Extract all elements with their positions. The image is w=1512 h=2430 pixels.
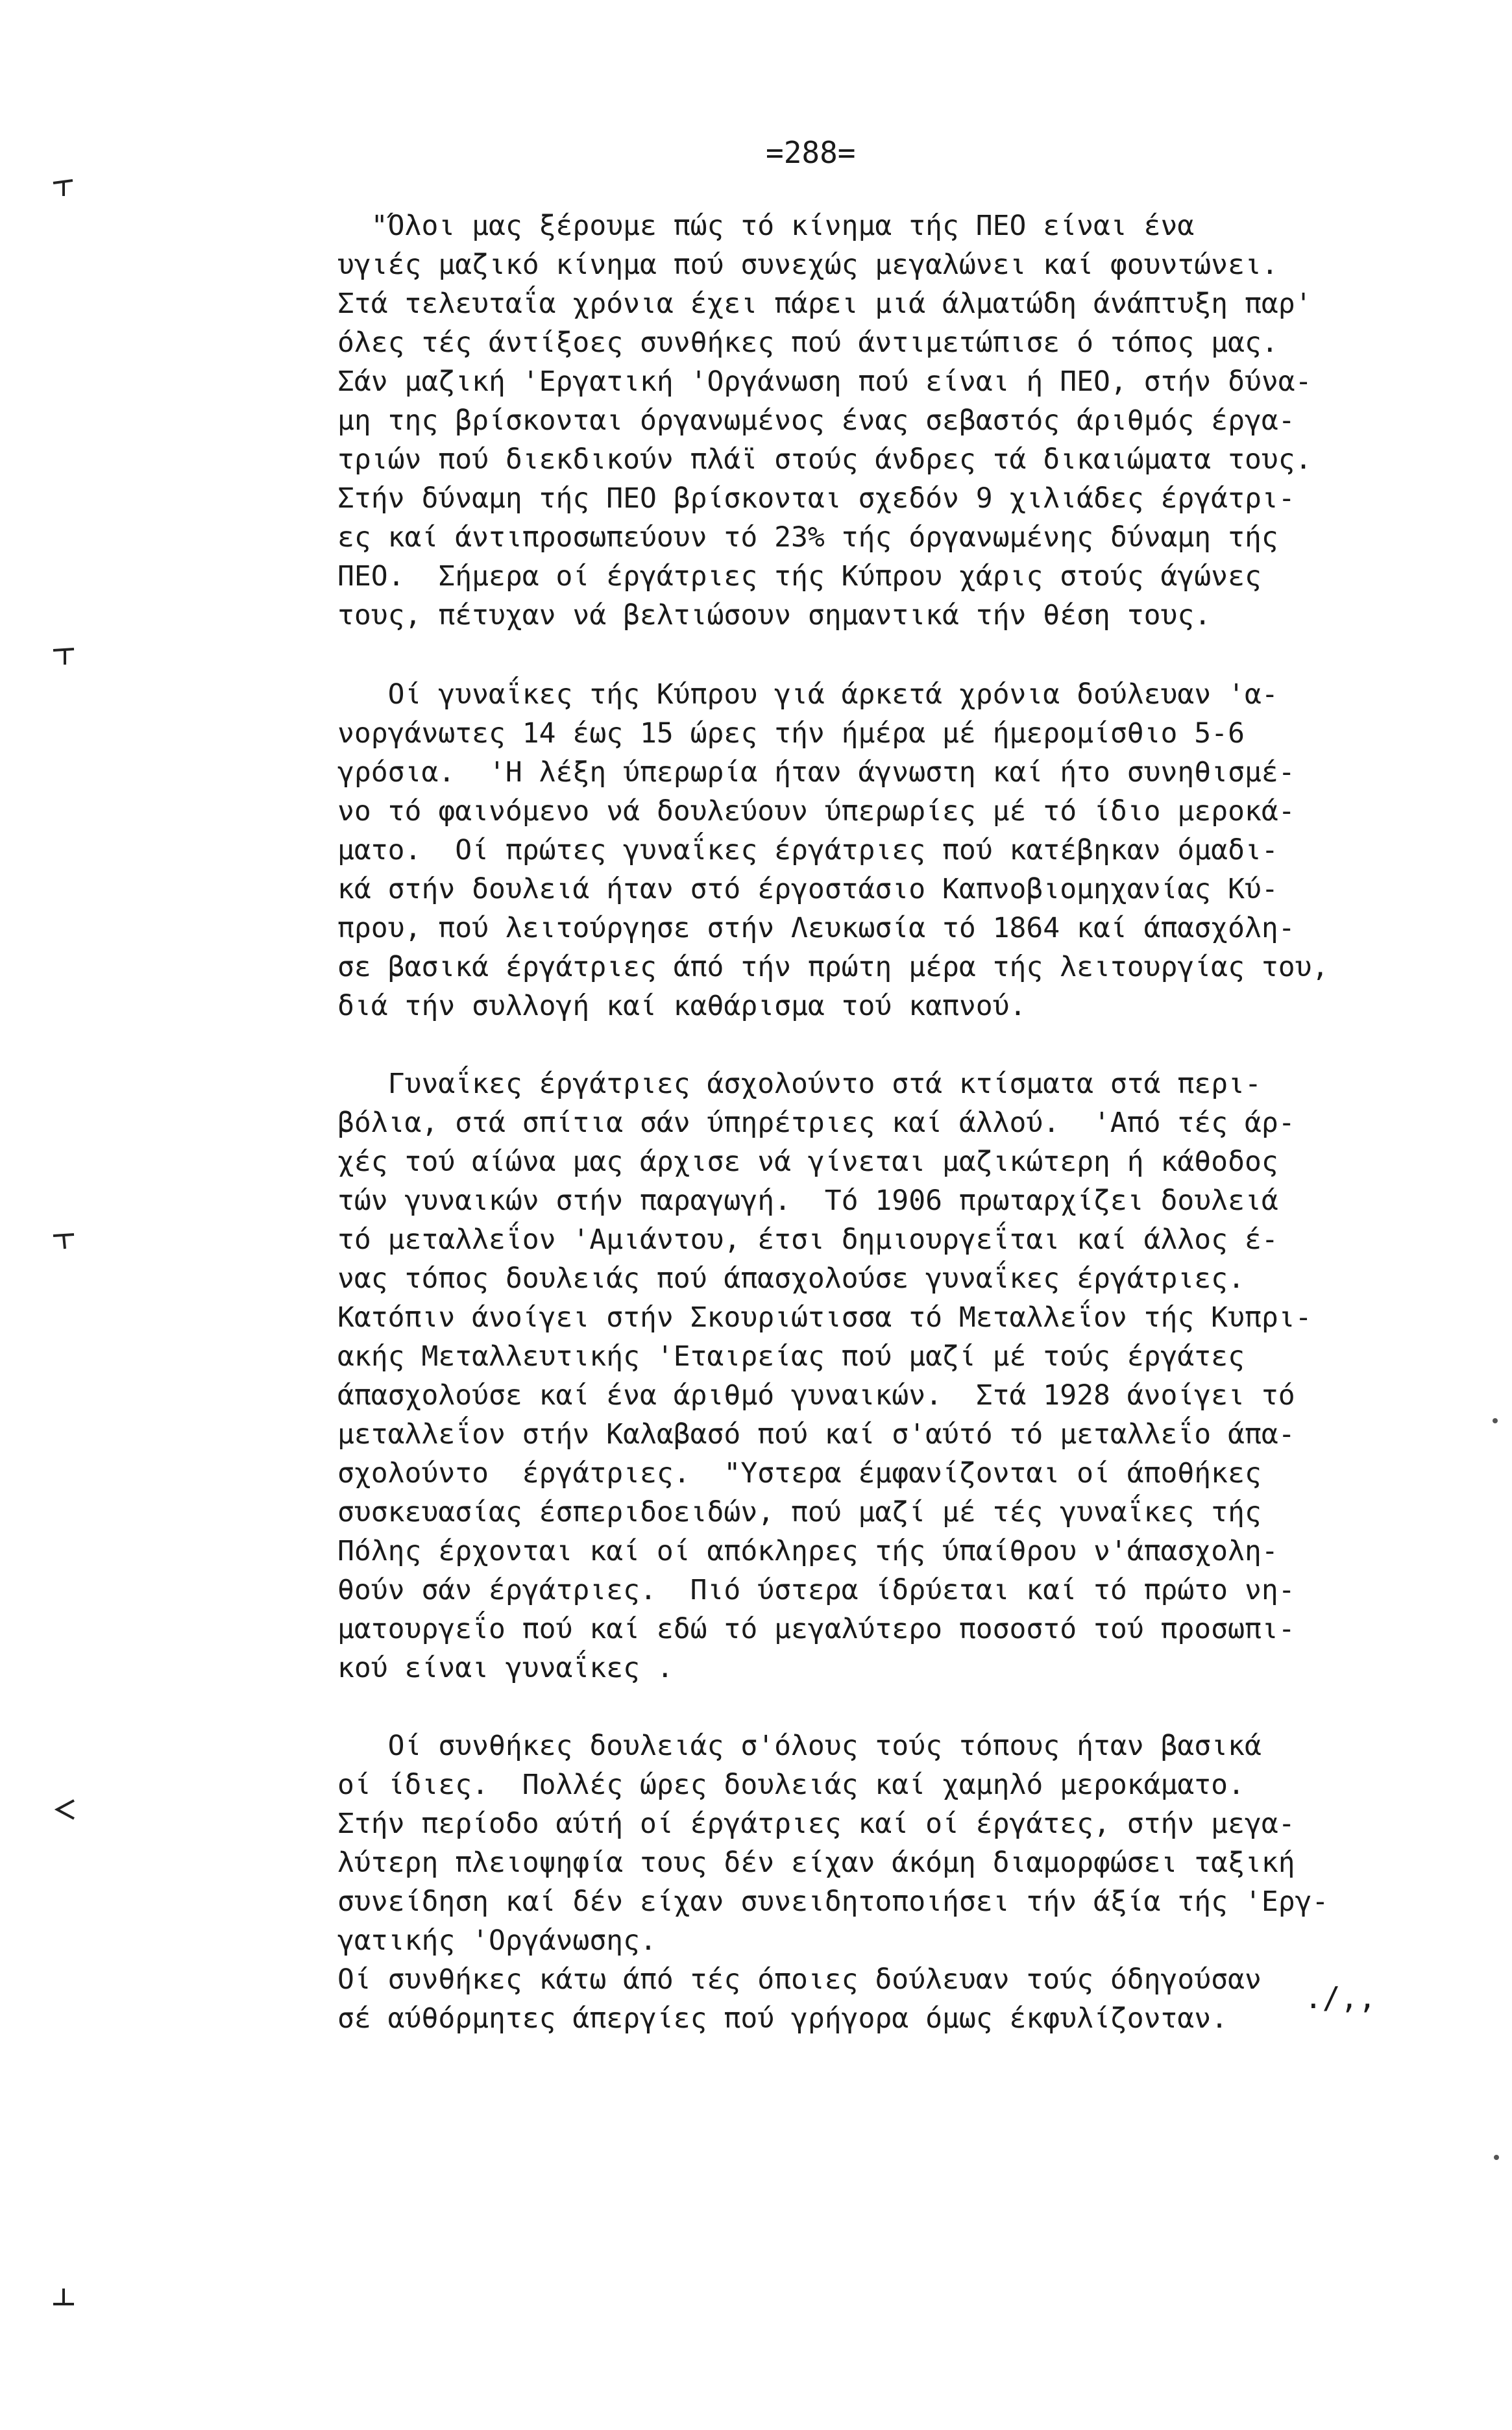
text-line: "Όλοι μας ξέρουμε πώς τό κίνημα τής ΠΕΟ είναι ένα — [337, 210, 1195, 242]
text-line: ες καί άντιπροσωπεύουν τό 23% τής όργανωμένης δύναμη τής — [337, 521, 1278, 554]
text-line: όλες τές άντίξοες συνθήκες πού άντιμετώπισε ό τόπος μας. — [337, 326, 1278, 359]
text-line: Στά τελευταΐα χρόνια έχει πάρει μιά άλματώδη άνάπτυξη παρ' — [337, 288, 1312, 320]
text-line: νο τό φαινόμενο νά δουλεύουν ύπερωρίες μέ τό ίδιο μεροκά- — [337, 795, 1295, 828]
text-line: γατικής 'Οργάνωσης. — [337, 1924, 657, 1957]
arrow-mark-icon — [51, 1797, 77, 1822]
scan-dot — [1493, 1418, 1498, 1423]
text-line: διά τήν συλλογή καί καθάρισμα τού καπνού. — [337, 990, 1027, 1022]
text-line: ματο. Οί πρώτες γυναΐκες έργάτριες πού κατέβηκαν όμαδι- — [337, 834, 1278, 866]
text-line: νοργάνωτες 14 έως 15 ώρες τήν ήμέρα μέ ήμερομίσθιο 5-6 — [337, 717, 1245, 750]
text-line: Γυναΐκες έργάτριες άσχολούντο στά κτίσματα στά περι- — [337, 1068, 1262, 1100]
text-line: Πόλης έρχονται καί οί απόκληρες τής ύπαίθρου ν'άπασχολη- — [337, 1535, 1278, 1567]
paragraph-2 — [337, 675, 1493, 1025]
text-line: κά στήν δουλειά ήταν στό έργοστάσιο Καπνοβιομηχανίας Κύ- — [337, 873, 1278, 905]
text-line: πρου, πού λειτούργησε στήν Λευκωσία τό 1864 καί άπασχόλη- — [337, 912, 1295, 944]
text-line: Σάν μαζική 'Εργατική 'Οργάνωση πού είναι ή ΠΕΟ, στήν δύνα- — [337, 365, 1312, 398]
tick-mark-icon — [51, 2285, 77, 2311]
text-line: τους, πέτυχαν νά βελτιώσουν σημαντικά τήν θέση τους. — [337, 599, 1212, 632]
tick-mark-icon — [51, 174, 77, 200]
text-line: μεταλλεΐον στήν Καλαβασό πού καί σ'αύτό τό μεταλλεΐο άπα- — [337, 1418, 1295, 1451]
page-number: =288= — [766, 135, 856, 170]
text-line: βόλια, στά σπίτια σάν ύπηρέτριες καί άλλού. 'Από τές άρ- — [337, 1107, 1295, 1139]
text-line: σχολούντο έργάτριες. "Υστερα έμφανίζονται οί άποθήκες — [337, 1457, 1262, 1490]
text-line: σέ αύθόρμητες άπεργίες πού γρήγορα όμως έκφυλίζονταν. — [337, 2002, 1228, 2035]
text-line: Οί γυναΐκες τής Κύπρου γιά άρκετά χρόνια δούλευαν 'α- — [337, 678, 1278, 711]
text-line: γρόσια. 'Η λέξη ύπερωρία ήταν άγνωστη καί ήτο συνηθισμέ- — [337, 756, 1295, 789]
text-line: τό μεταλλεΐον 'Αμιάντου, έτσι δημιουργεΐται καί άλλος έ- — [337, 1223, 1278, 1256]
text-line: θούν σάν έργάτριες. Πιό ύστερα ίδρύεται καί τό πρώτο νη- — [337, 1574, 1295, 1606]
text-line: ματουργεΐο πού καί εδώ τό μεγαλύτερο ποσοστό τού προσωπι- — [337, 1613, 1295, 1645]
continuation-mark: ./,, — [1304, 1980, 1376, 2015]
text-line: οί ίδιες. Πολλές ώρες δουλειάς καί χαμηλό μεροκάματο. — [337, 1769, 1245, 1801]
text-line: Στήν δύναμη τής ΠΕΟ βρίσκονται σχεδόν 9 χιλιάδες έργάτρι- — [337, 482, 1295, 515]
paragraph-3 — [337, 1064, 1493, 1688]
text-line: σε βασικά έργάτριες άπό τήν πρώτη μέρα τής λειτουργίας του, — [337, 951, 1329, 983]
text-line: Στήν περίοδο αύτή οί έργάτριες καί οί έργάτες, στήν μεγα- — [337, 1808, 1295, 1840]
text-line: Κατόπιν άνοίγει στήν Σκουριώτισσα τό Μεταλλεΐον τής Κυπρι- — [337, 1301, 1312, 1334]
tick-mark-icon — [51, 643, 77, 669]
text-line: συνείδηση καί δέν είχαν συνειδητοποιήσει τήν άξία τής 'Εργ- — [337, 1885, 1329, 1918]
scan-dot — [1494, 2155, 1499, 2160]
text-line: Οί συνθήκες κάτω άπό τές όποιες δούλευαν τούς όδηγούσαν — [337, 1963, 1262, 1996]
text-line: ΠΕΟ. Σήμερα οί έργάτριες τής Κύπρου χάρις στούς άγώνες — [337, 560, 1262, 593]
text-line: Οί συνθήκες δουλειάς σ'όλους τούς τόπους ήταν βασικά — [337, 1730, 1262, 1762]
paragraph-1 — [337, 206, 1493, 635]
text-line: ακής Μεταλλευτικής 'Εταιρείας πού μαζί μέ τούς έργάτες — [337, 1340, 1245, 1373]
text-line: νας τόπος δουλειάς πού άπασχολούσε γυναΐκες έργάτριες. — [337, 1262, 1245, 1295]
text-line: υγιές μαζικό κίνημα πού συνεχώς μεγαλώνει καί φουντώνει. — [337, 249, 1278, 281]
text-line: τών γυναικών στήν παραγωγή. Τό 1906 πρωταρχίζει δουλειά — [337, 1184, 1278, 1217]
text-line: τριών πού διεκδικούν πλάϊ στούς άνδρες τά δικαιώματα τους. — [337, 443, 1312, 476]
text-line: κού είναι γυναΐκες . — [337, 1652, 674, 1684]
tick-mark-icon — [51, 1227, 77, 1253]
text-line: άπασχολούσε καί ένα άριθμό γυναικών. Στά 1928 άνοίγει τό — [337, 1379, 1295, 1412]
text-line: συσκευασίας έσπεριδοειδών, πού μαζί μέ τές γυναΐκες τής — [337, 1496, 1262, 1528]
text-line: μη της βρίσκονται όργανωμένος ένας σεβαστός άριθμός έργα- — [337, 404, 1295, 437]
text-line: χές τού αίώνα μας άρχισε νά γίνεται μαζικώτερη ή κάθοδος — [337, 1146, 1278, 1178]
text-line: λύτερη πλειοψηφία τους δέν είχαν άκόμη διαμορφώσει ταξική — [337, 1847, 1295, 1879]
